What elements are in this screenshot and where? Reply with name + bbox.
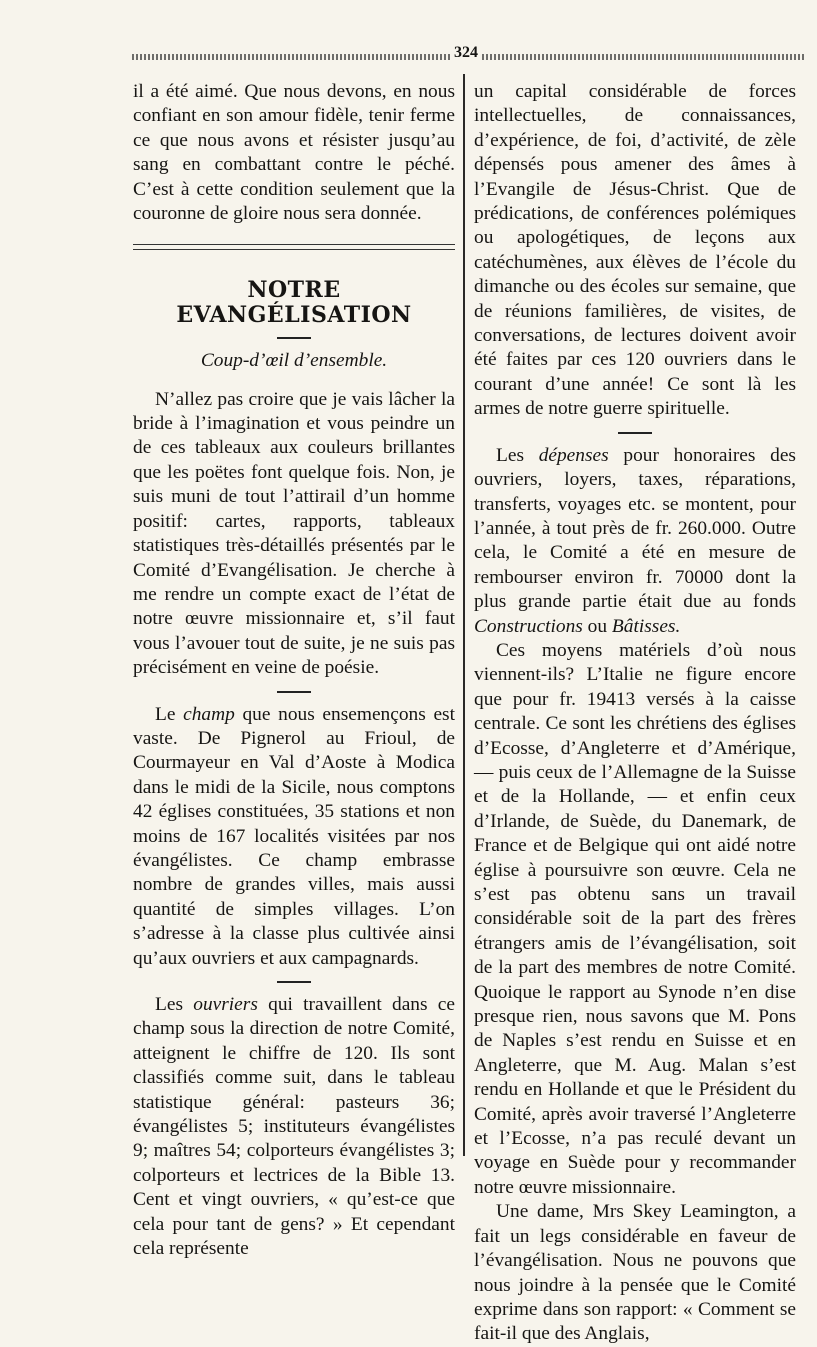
- paragraph-depenses: [474, 444, 796, 639]
- text-run: que nous ensemençons est vaste. De Pignerol au Frioul, de Courmayeur en Val d’Aoste à Modica dans le midi de la Sicile, nous comptons 42 églises constituées, 35 stations et non moins de 167 localités visitées par nos évangélistes. Ce champ embrasse nombre de grandes villes, mais aussi quantité de simples villages. L’on s’adresse à la classe plus cultivée ainsi qu’aux ouvriers et aux campagnards.: [133, 703, 455, 969]
- emphasis-champ: champ: [183, 703, 235, 725]
- paragraph-legs: Une dame, Mrs Skey Leamington, a fait un legs considérable en faveur de l’évangélisation. Nous ne pouvons que nous joindre à la pensée que le Comité exprime dans son rapport: « Comment se fait-il que des Anglais,: [474, 1201, 796, 1345]
- paragraph-capital: un capital considérable de forces intellectuelles, de connaissances, d’expérience, de foi, d’activité, de zèle dépensés pous amener des âmes à l’Evangile de Jésus-Christ. Que de prédications, de conférences polémiques ou apologétiques, de leçons aux catéchumènes, aux élèves de l’école du dimanche ou des écoles sur semaine, que de réunions familières, de visites, de conversations, de lectures doivent avoir été faites par ces 120 ouvriers dans le courant d’une année! Ce sont là les armes de notre guerre spirituelle.: [474, 81, 796, 420]
- left-column: [133, 80, 455, 1261]
- right-column: [474, 80, 796, 1347]
- separator-dash: [277, 691, 311, 693]
- text-run: qui travaillent dans ce champ sous la direction de notre Comité, atteignent le chiffre de 120. Ils sont classifiés comme suit, dans le tableau statistique général: pasteurs 36; évangélistes 5; instituteurs évangélistes 9; maîtres 54; colporteurs évangélistes 3; colporteurs et lectrices de la Bible 13. Cent et vingt ouvriers, « qu’est-ce que cela pour tant de gens? » Et cependant cela représente: [133, 994, 455, 1260]
- paragraph-closing: il a été aimé. Que nous devons, en nous confiant en son amour fidèle, tenir ferme ce que nous avons et résister jusqu’au sang en combattant contre le péché. C’est à cette condition seulement que la couronne de gloire nous sera donnée.: [133, 81, 455, 225]
- emphasis-constructions: Constructions: [474, 615, 583, 637]
- page-header: [132, 44, 804, 66]
- paragraph-intro: N’allez pas croire que je vais lâcher la bride à l’imagination et vous peindre un de ces tableaux aux couleurs brillantes que les poëtes font quelque fois. Non, je suis muni de tout l’attirail d’un homme positif: cartes, rapports, tableaux statistiques très-détaillés présentés par le Comité d’Evangélisation. Je cherche à me rendre un compte exact de l’état de notre œuvre missionnaire et, s’il faut vous l’avouer tout de suite, je ne suis pas précisément en veine de poésie.: [133, 388, 455, 679]
- text-run: Les: [155, 994, 194, 1015]
- paragraph-moyens: Ces moyens matériels d’où nous viennent-ils? L’Italie ne figure encore que pour fr. 19413 versés à la caisse centrale. Ce sont les chrétiens des églises d’Ecosse, d’Angleterre et d’Amérique, — puis ceux de l’Allemagne de la Suisse et de la Hollande, — et enfin ceux d’Irlande, de Suède, du Danemark, de France et de Belgique qui ont aidé notre église à poursuivre son œuvre. Cela ne s’est pas obtenu sans un travail considérable soit de la part des frères étrangers amis de l’évangélisation, soit de la part des membres de notre Comité. Quoique le rapport au Synode n’en dise presque rien, nous savons que M. Pons de Naples s’est rendu en Suisse et en Angleterre, que M. Aug. Malan s’est rendu en Hollande et que le Président du Comité, après avoir traversé l’Angleterre et l’Ecosse, n’a pas reculé devant un voyage en Suède pour y recommander notre œuvre missionnaire.: [474, 639, 796, 1198]
- header-ornament-right: [482, 54, 804, 60]
- text-run: ou: [582, 615, 612, 637]
- column-divider: [463, 74, 465, 1156]
- paragraph-ouvriers: [133, 993, 455, 1261]
- text-run: Les: [496, 444, 539, 466]
- emphasis-depenses: dépenses: [538, 444, 609, 466]
- page-number: 324: [454, 44, 478, 61]
- text-run: pour honoraires des ouvriers, loyers, taxes, réparations, transferts, voyages etc. se montent, pour l’année, à tout près de fr. 260.000. Outre cela, le Comité a été en mesure de rembourser environ fr. 70000 dont la plus grande partie était due au fonds: [474, 444, 796, 613]
- section-divider: [133, 244, 455, 250]
- separator-dash: [618, 432, 652, 434]
- title-dash: [277, 337, 311, 339]
- header-ornament-left: [132, 54, 450, 60]
- text-run: Le: [155, 703, 184, 725]
- separator-dash: [277, 981, 311, 983]
- article-title: NOTRE EVANGÉLISATION: [176, 277, 412, 328]
- article-subtitle: Coup-d’œil d’ensemble.: [200, 350, 388, 372]
- emphasis-ouvriers: ouvriers: [193, 994, 258, 1015]
- emphasis-batisses: Bâtisses.: [611, 615, 681, 637]
- paragraph-champ: [133, 703, 455, 971]
